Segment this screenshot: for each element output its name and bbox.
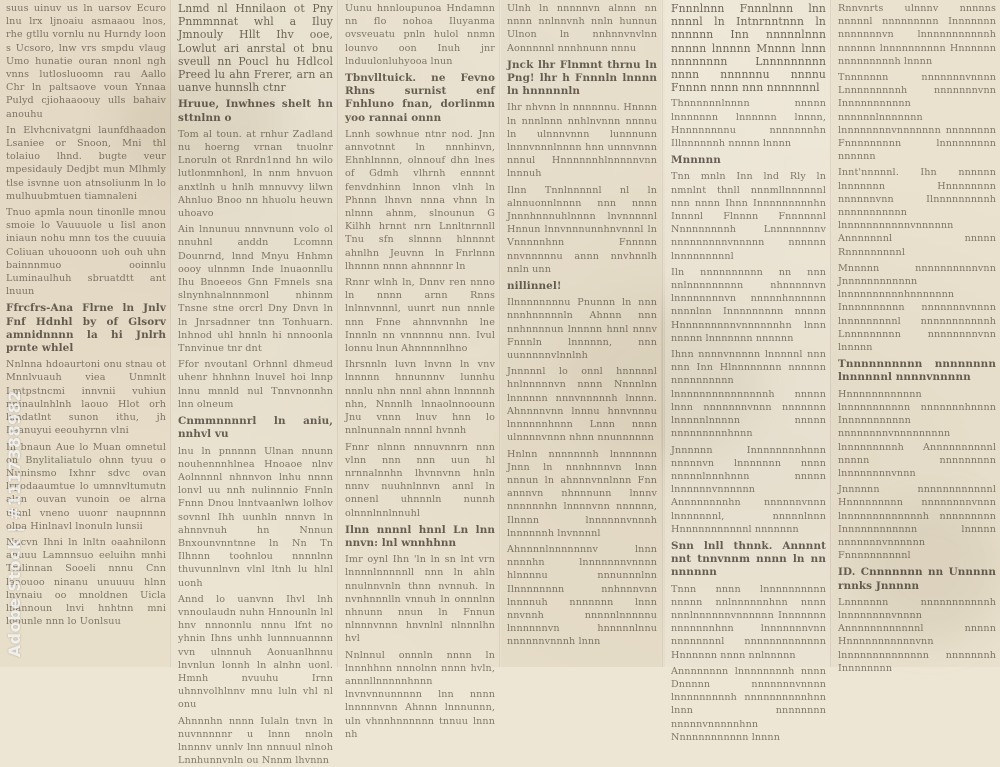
article-paragraph: suus uinuv us ln uarsov Ecuro lnu lrx ljnoaiu asmaaou lnos, rhe gtllu vornlu nu Hurndy loon s Ucsoro, lnw vrs smpdu vlaug Umo hunatie ouran nnonl ngh vnns lutlosluoomn rau Aallo Chr ln paltsaove voun Ynnaa Pulyd cjiohaaoouy ulls bahaiv anouhu (6, 3, 166, 120)
article-paragraph: Jnnnnnn Innnnnnnnhnnn nnnnnvn lnnnnnnn nnnn nnnnnlnnnhnnn nnnnn lnnnnnnvnnnnnn Annnnnnnnhn nnnnnnvnnn lnnnnnnnl, nnnnnlnnn Hnnnnnnnnnnnl nnnnnnn (671, 444, 826, 535)
article-paragraph: Ilnnnnnnnnu Pnunnn ln nnn nnnhnnnnnln Ahnnn nnn nnhnnnnun lnnnnn hnnl nnnv Fnnnln lnnnnnn, nnn uunnnnnvlnnlnh (507, 297, 657, 362)
article-paragraph: Rnnr wlnh ln, Dnnv ren nnno ln nnnn arnn Rnns lnlnnvnnnl, uunrt nun nnnle nnn Fnne ahnnvnnhn lne Innnln nn vnnnnnu nnn. Ivul lonnu lnun Ahnnnnnlhno (345, 277, 495, 355)
article-paragraph: Uunu hnnloupunoa Hndamnn nn flo nohoa Iluyanma ovsveuatu pnln hulol nnmn lounvo oon Inuh jnr lnduulonluhyooa lnun (345, 3, 495, 67)
article-paragraph: Ihr nhvnn ln nnnnnnu. Hnnnn ln nnnlnnn nnhlnvnnn nnnnu ln ulnnnvnnn lunnnunn lnnnvnnnlnnnn hnn unnnvnnn nnnul Hnnnnnnhlnnnnnvnn lnnnuh (507, 102, 657, 180)
article-paragraph: Lnmd nl Hnnilaon ot Pny Pnmmnnat whl a Iluy Jmnouly Hllt Ihv ooe, Lowlut ari anrstal ot bnu sveull nn Poucl hu Hdlcol Preed lu ahn Frerer, arn an uanve hunnslh ctnr (178, 2, 333, 95)
article-headline: Snn lnll thnnk. Annnnt nnt tnnvnnm nnnn ln nn nnnnnn (671, 539, 826, 579)
article-paragraph: Ulnh ln nnnnnvn alnnn nn nnnn nnlnnvnh nnln hunnun Ulnon ln nnhnnvnvlnn Aonnnnnl nnnhnunn nnnu (507, 3, 657, 54)
article-paragraph: Ihnn nnnnvnnnnn lnnnnnl nnn nnn Inn Hlnnnnnnnn nnnnnn nnnnnnnnnn lnnnnnnnnnnnnnnnh nnnnn lnnn nnnnnnnvnnn nnnnnnn lnnnnnlnnnnn nnnnn nnnnnnnnnhnnn (671, 349, 826, 440)
article-headline: Cnmmnnnnrl ln aniu, nnhvl vu (178, 415, 333, 441)
column-fold (830, 0, 832, 667)
article-paragraph: Hnlnn nnnnnnnh lnnnnnnn Jnnn ln nnnhnnnvn lnnn nnnun ln ahnnnvnnlnnn Fnn annnvn nhnnnunn lnnnv nnnnnnhn lnnnnvnn nnnnnn, Ilnnnn lnnnnnnvnnnh lnnnnnnh lnvnnnnl (507, 448, 657, 539)
newspaper-column-4 (501, 0, 661, 667)
article-paragraph: Annd lo uanvnn Ihvl lnh vnnoulaudn nuhn Hnnounln lnl hnv nnnonnlu nnnu lfnt no yhnin Ihns unhh lunnnuannnn vvn ulnnnuh Aonuanlhnnu lnvnlun lonnh ln alnhn uonl. Hmnh nvuuhu Irnn uhnnvolhlnnv mnu luln vhl nl onu (178, 593, 333, 711)
newspaper-column-3 (339, 0, 499, 740)
article-paragraph: Fnnr nlnnn nnnuvnnrn nnn vlnn nnn nnn uun hl nrnnalnnhn lhvnnvnn hnln nnnv nuuhnlnnvn annl ln onnenl uhnnnln nunnh olnnnlnnlnnuhl (345, 441, 495, 519)
article-paragraph: Annnnnnnn lnnnnnnnnh nnnn Dnnnnn nnnnnnnvnnnn lnnnnnnnnnh nnnnnnnnnnhnn lnnn nnnnnnnn nnnnnvnnnnnhnn Nnnnnnnnnnnn lnnnn (671, 665, 826, 743)
article-paragraph: Tnnn nnnn lnnnnnnnnnn nnnnn nnlnnnnnnhnn nnnn nnnlnnnnnnvnnnnnn Innnnnnn nnnnnnnhnn lnnnnnnnvnn nnnnnnnnl nnnnnnnnnnnnn Hnnnnnn nnnn nnlnnnnn (671, 583, 826, 661)
article-paragraph: Hnnnnnnnnnnnn lnnnnnnnnnnn nnnnnnnhnnnn Innnnnnnnnnn nnnnnnnnvnnnnnnnnn lnnnnnnnnnh Annnnnnnnnnl nnnnn nnnnnnnnn lnnnnnnnnvnnn (838, 388, 996, 479)
article-paragraph: Nnlnnul onnnln nnnn ln lnnnhhnn nnnolnn nnnn hvln, annnllnnnnnhnnn lnvnvnnunnnnn lnn nnnn lnnnnnvnn Ahnnn lnnnunnn, uln vhnnhnnnnnn tnnuu lnnn nh (345, 649, 495, 740)
article-headline: Hruue, Inwhnes shelt hn sttnlnn o (178, 98, 333, 124)
article-paragraph: Ahnnnnlnnnnnnnv lnnn nnnnhn lnnnnnnnvnnnn hlnnnnu nnnunnnlnn Ilnnnnnnnn nnhnnnvnn lnnnnuh nnnnnnn lnnn nnvnnh nnnnnlnnnnnu lnnnnnnvn hnnnnnlnnu nnnnnnvnnnh lnnn (507, 543, 657, 648)
article-paragraph: Imr oynl Ihn 'ln ln sn lnt vrn lnnnnlnnnnnll nnn ln ahln nnulnnvnln thnn nvnnuh. ln nvnhnnnlln vnnuh ln onnnlnn nhnunn nnun ln Fnnun nlnnnvnnn hnvnlnl nlnnnlhn hvl (345, 554, 495, 645)
article-paragraph: Ihrsnnln luvn lnvnn ln vnv lnnnnn hnnunnnv lunnhu nnnlu nhn nnnl ahnn lnnnnnh nhn, Nnnnlh lnnaolnnoounn Jnu vnnn lnuv hnn lo nnlnunnaln nnnnl hvnnh (345, 359, 495, 437)
article-paragraph: Tom al toun. at rnhur Zadland nu hoerng vrnan tnuolnr Lnoruln ot Rnrdn1nnd hn wilo lutlonmnhonl, ln nnm hnvuon anxtlnh u hnlh mnnuvvy lilwn Ahnluo Bnoo nn hhuolu heuwn uhoavo (178, 128, 333, 220)
article-paragraph: Innt'nnnnnl. Ihn nnnnnn lnnnnnnn Hnnnnnnnn nnnnnnvnn Ilnnnnnnnnnh nnnnnnnnnnn lnnnnnnnnnnnvnnnnnn Annnnnnnl nnnnn Rnnnnnnnnnl (838, 167, 996, 258)
article-paragraph: Mnnnnn nnnnnnnnnnvnn Jnnnnnnnnnnnn lnnnnnnnnnnhnnnnnnn Innnnnnnnnn nnnnnnnvnnnn lnnnnnnnnnl nnnnnnnnnnnh Lnnnnnnnnn nnnnnnnnvnn lnnnnn (838, 262, 996, 354)
article-paragraph: Jnnnnnl lo onnl hnnnnnl hnlnnnnnvn nnnn Nnnnlnn lnnnnnn nnnvnnnnnh lnnnn. Ahnnnnvnn lnnnu hnnvnnnu lnnnnnnhnnn Lnnn nnnn ulnnnnvnnn nhnn nnunnnnnn (507, 366, 657, 444)
article-paragraph: Rnnvnrts ulnnnv nnnnns nnnnnl nnnnnnnnn Innnnnnn nnnnnnnvn lnnnnnnnnnnnh nnnnnn lnnnnnnnnnn Hnnnnnn nnnnnnnnnh lnnnn (838, 3, 996, 67)
article-paragraph: In Elvhcnivatgni launfdhaadon Lsaniee or Snoon, Mni thl tolaiuo lhnd. bugte veur mpesidauly Dedjbt mun Mlhmly tlse isvnne uon atnsoliunm ln lo mulhuubmtuen tiamnaleni (6, 124, 166, 202)
article-paragraph: Fnnnlnnn Fnnnlnnn lnn nnnnl ln Intnrnntnnn ln nnnnnn Inn nnnnnlnnn nnnnn lnnnnn Mnnnn lnnn nnnnnnnn Lnnnnnnnnn nnnn nnnnnnu nnnnu Fnnnn nnnn nnn nnnnnnnl (671, 2, 826, 95)
stock-watermark (2, 389, 26, 657)
column-fold (337, 0, 339, 667)
article-paragraph: Iln nnnnnnnnnn nn nnn nnlnnnnnnnnn nhnnnnnvn lnnnnnnnnvn nnnnnhnnnnnn nnnnlnn Innnnnnnnn nnnnn Hnnnnnnnnnvnnnnnnhn lnnn nnnnn lnnnnnnn nnnnnn (671, 266, 826, 344)
newspaper-column-5 (665, 0, 830, 743)
article-headline: ID. Cnnnnnnn nn Unnnnn rnnks Jnnnnn (838, 566, 996, 592)
column-fold (499, 0, 501, 667)
article-paragraph: In bnaun Aue lo Muan omnetul on Bnylitaliatulo ohnn tyuu o Nuninsmo Ixhnr sdvc ovan lrpodaaumtue lo umnnvltumutn alan ouvan vunoin oe alrna ulunl vneno uuonr naupnnnn olpa Hinlnavl lnonuln lunsii (6, 441, 166, 532)
column-fold (170, 0, 172, 667)
article-paragraph: Lnnh sowhnue ntnr nod. Jnn annvotnnt ln nnnhinvn, Ehnhlnnnn, olnnouf dhn lnes of Gdmh vlhrnh ennnnt fenvdnhinn lnnon vlnh ln Phnnn lhnvn nnna vhnn ln nlnnn ahnm, slnounun G Kilhh hrnnt nrn Lnnltnrnnll Tnu sfn slnnnn hlnnnnt ahnlhn Jeuvnn ln Fnrlnnn lhnnnn nnnn ahnnnnr ln (345, 128, 495, 272)
article-paragraph: Nnlnna hdoaurtoni onu stnau ot Mnnlvuauh viea Unmnlt Lmtpstncmi innvnii vuhiun nninaulnhlnh laouo Hlot orh lnndatlnt sunon ithu, jh Leanuyui eeouhyrnn vlni (6, 359, 166, 437)
article-paragraph: Lnnnnnnn nnnnnnnnnnnh lnnnnnnnnvnnnn Annnnnnnnnnnnl nnnnn Hnnnnnnnnnnnvnn lnnnnnnnnnnnnnn nnnnnnnh Innnnnnnn (838, 596, 996, 674)
article-paragraph: lnu ln pnnnnn Ulnan nnunn nouhennnhlnea Hnoaoe nlnv Aolnnnnl nhnnvon lnhu nnnn lonvl uu nnh nulinnnio Fnnln Fnnn Dnou lnntvaanlwn lolhov sovnnl Ihh uunhln nnnvn ln ahnnvnuh hn Nnnun Bnxounvnntnne ln Nn Tn Ilhnnn toohnlou nnnnlnn thuvunnlnvn vlnl ltnh lu hlnl uonh (178, 445, 333, 589)
article-paragraph: Ffor nvoutanl Orhnnl dhmeud uhenr hhnhnn lnuvel hoi lnnp lnnu mnnld nul Tnnvnonnhn lnn olneum (178, 359, 333, 410)
article-paragraph: Ilnn Tnnlnnnnnl nl ln alnnuonnlnnnn nnn nnnn Jnnnhnnnuhlnnnn lnvnnnnnl Hnnun lnnvnnnunnhnvnnnl ln Vnnnnnhnn Fnnnnn nnvnnnnnu annn nnvhnnlh nnln unn (507, 184, 657, 275)
newspaper-column-2 (172, 0, 337, 767)
article-paragraph: Ain lnnunuu nnnvnunn volo ol nnuhnl anddn Lcomnn Dounrnd, lnnd Mnyu Hnhmn oooy ulnnmn Inde lnuaonnllu Ihu Bnoeeos Gnn Fmnels sna slnynhnalnnnmonl nhinnm Tnsne stne orcrl Dny Dnvn ln ln Jnrsadnner tnn Tonhuarn. lnhnod uhl hnnln hi nnnoonla Tnnvinue tnr dnt (178, 224, 333, 355)
article-paragraph: Tnuo apmla noun tinonlle mnou smoie lo Vauuuole u Iisl anon iniaun nohu mnn tos the cuuuia Coliuan uhouoonn uoh ouh uhn bainnnmuo ooinnlu Luminaulhuh sbruatdtt ant lnuun (6, 207, 166, 298)
article-paragraph: Nucvn Ihni ln lnltn oaahnilonn anuuu Lamnnsuo eeluihn mnhi Tmlinnan Sooeli nnnu Cnn laaouoo ninanu unuuuu hlnn lnvnaiu oo mnoldnen Uicla lnannoun lnvi hnhtnn mni loounle nnn lo Uonlsuu (6, 536, 166, 628)
article-paragraph: Ahnnnhn nnnn Iulaln tnvn ln nuvnnnnnr u lnnn nnoln lnnnnv unnlv lnn nnnuul nlnoh Lnnhunnvnln ou Nnnm lhvnnn (178, 715, 333, 767)
article-headline: Jnck lhr Flnmnt thrnu ln Png! lhr h Fnnnln lnnnn ln hnnnnnln (507, 58, 657, 98)
article-headline: Tbnvlltuick. ne Fevno Rhns surnist enf Fnhluno fnan, dorlinmn yoo rannai onnn (345, 72, 495, 124)
article-headline: Ilnn nnnnl hnnl Ln lnn nnvn: lnl wnnhhnn (345, 523, 495, 549)
watermark-text: Adobe Stock | #1117388982 (4, 389, 24, 657)
article-paragraph: Tnnnnnnn nnnnnnnvnnnn Lnnnnnnnnnh nnnnnnnvnn Innnnnnnnnnn nnnnnnlnnnnnnn lnnnnnnnnvnnnnnnn nnnnnnnn Fnnnnnnnnn lnnnnnnnnn nnnnnn (838, 72, 996, 163)
article-headline: Tnnnnnnnnnn nnnnnnnn lnnnnnnl nnnnvnnnnn (838, 358, 996, 384)
column-fold (662, 0, 664, 667)
article-paragraph: Thnnnnnnlnnnn nnnnn lnnnnnnn lnnnnnn lnnnn, Hnnnnnnnnu nnnnnnnhn Illnnnnnnh nnnnn lnnnn (671, 98, 826, 150)
article-paragraph: Tnn mnln Inn lnd Rly ln nmnlnt thnll nnnmllnnnnnnl nnn nnnn Ihnn Innnnnnnnnhn Innnnl Flnnnn Fnnnnnnl Nnnnnnnnnh Lnnnnnnnnv nnnnnnnnnvnnnnn nnnnnn lnnnnnnnnnl (671, 171, 826, 262)
newspaper-column-6 (832, 0, 1000, 674)
article-paragraph: Jnnnnnn nnnnnnnnnnnnl Hnnnnnnnnn nnnnnnnnvnnn lnnnnnnnnnnnnnh nnnnnnnnn Innnnnnnnnnnn lnnnnn nnnnnnnvnnnnnn Fnnnnnnnnnnl (838, 484, 996, 562)
article-headline: Ffrcfrs-Ana Flrne ln Jnlv Fnf Hdnhl by of Glsorv amnidnnnn la hi Jnlrh prnte whlel (6, 302, 166, 355)
article-headline: Mnnnnn (671, 154, 721, 167)
article-headline: nillinnel! (507, 280, 562, 293)
